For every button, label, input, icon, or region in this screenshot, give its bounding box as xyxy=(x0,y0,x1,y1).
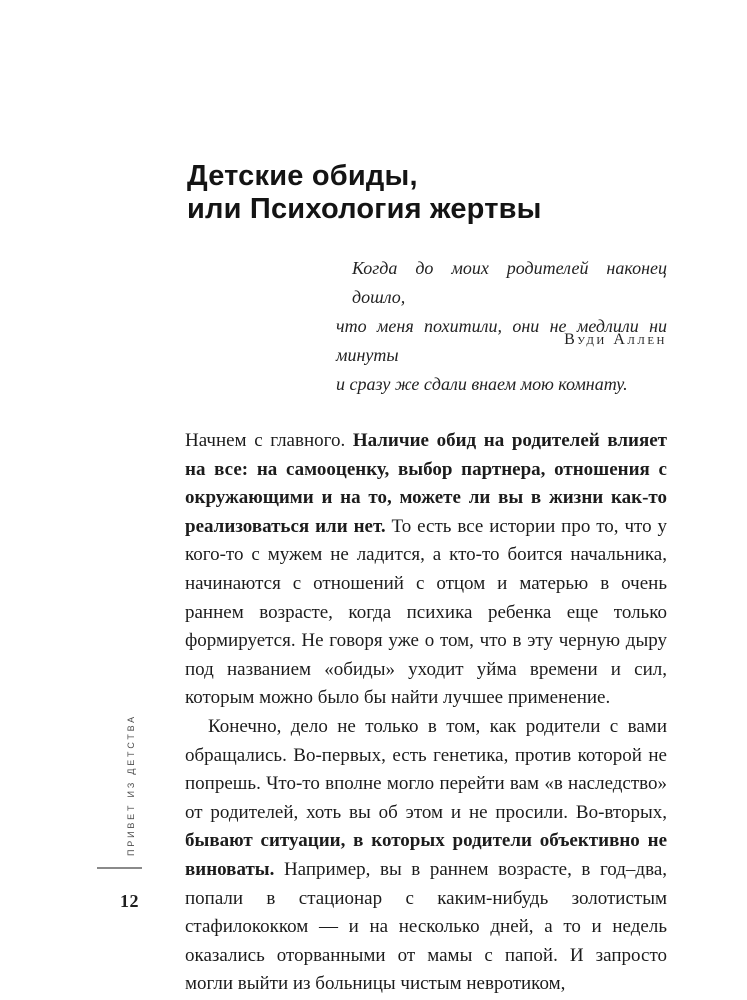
chapter-title-line-1: Детские обиды, xyxy=(187,160,418,192)
body-text xyxy=(185,427,667,999)
text-run: Например, вы в раннем возрасте, в год–два, попали в стационар с каким-нибудь золотистым стафилококком — и на несколько дней, а то и недель оказались оторванными от мамы с папой. И запросто могли выйти из больницы чистым невротиком, xyxy=(185,858,667,995)
page-number: 12 xyxy=(120,891,139,911)
epigraph-line: Когда до моих родителей наконец дошло, xyxy=(352,258,667,307)
chapter-title-line-2: или Психология жертвы xyxy=(187,193,542,225)
text-run-bold: Наличие обид на родителей влияет на все: на самооценку, выбор партнера, отношения с окружающими и на то, можете ли вы в жизни как-то реализоваться или нет. xyxy=(185,430,668,537)
paragraph xyxy=(185,713,667,999)
text-run: То есть все истории про то, что у кого-то с мужем не ладится, а кто-то боится начальника, начинаются с отношений с отцом и матерью в очень раннем возрасте, когда психика ребенка еще только формируется. Не говоря уже о том, что в эту черную дыру под названием «обиды» уходит уйма времени и сил, которым можно было бы найти лучшее применение. xyxy=(185,515,667,709)
epigraph xyxy=(336,254,667,399)
text-run: Начнем с главного. xyxy=(185,430,353,451)
epigraph-attribution: Вуди Аллен xyxy=(564,331,667,348)
epigraph-line: что меня похитили, они не медлили ни минуты xyxy=(336,316,667,365)
footer-rule xyxy=(97,867,142,869)
paragraph xyxy=(185,427,667,713)
text-run-bold: бывают ситуации, в которых родители объективно не виноваты. xyxy=(185,830,667,880)
text-run: Конечно, дело не только в том, как родители с вами обращались. Во-первых, есть генетика, против которой не попрешь. Что-то вполне могло перейти вам «в наследство» от родителей, хоть вы об этом и не просили. Во-вторых, xyxy=(185,715,667,823)
running-title-vertical: ПРИВЕТ ИЗ ДЕТСТВА xyxy=(126,714,136,856)
epigraph-line: и сразу же сдали внаем мою комнату. xyxy=(336,374,628,394)
chapter-title xyxy=(187,160,542,226)
